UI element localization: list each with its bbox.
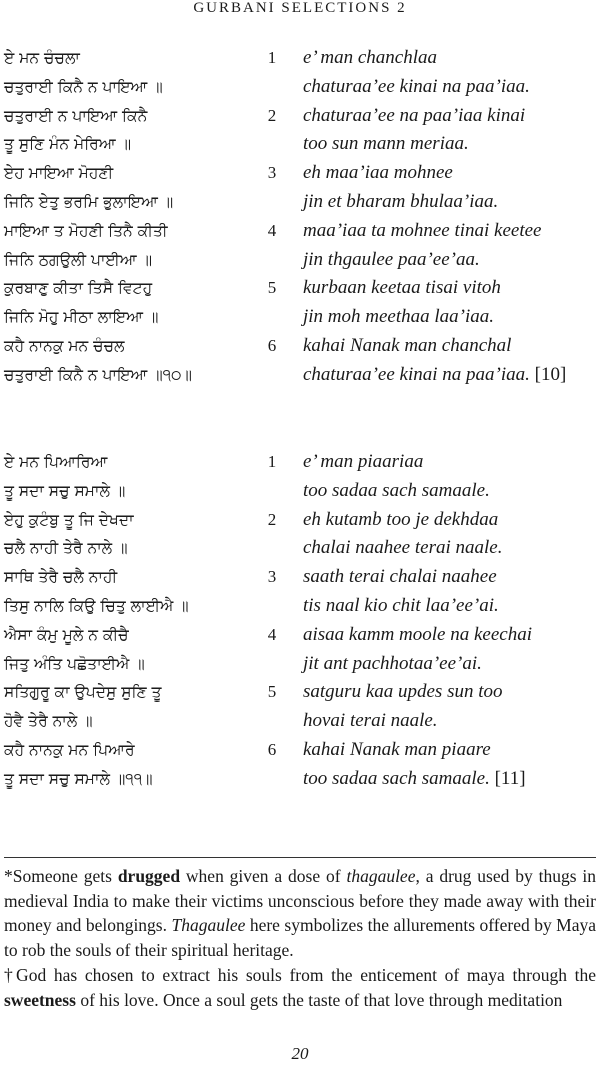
gurmukhi-text: ਚਤੁਰਾਈ ਨ ਪਾਇਆ ਕਿਨੈ [4, 106, 148, 125]
gurmukhi-text: ਏਹ ਮਾਇਆ ਮੋਹਣੀ [4, 164, 114, 183]
verse-line [0, 707, 600, 736]
verse-line [0, 246, 600, 275]
stanza [0, 448, 600, 794]
transliteration-text: kurbaan keetaa tisai vitoh [303, 277, 501, 299]
verse-line [0, 650, 600, 679]
verse-line [0, 102, 600, 131]
transliteration [303, 592, 499, 621]
gurmukhi-text: ਮਾਇਆ ਤ ਮੋਹਣੀ ਤਿਨੈ ਕੀਤੀ [4, 221, 168, 240]
transliteration [303, 73, 530, 102]
gurmukhi-text: ਤਿਸੁ ਨਾਲਿ ਕਿਉ ਚਿਤੁ ਲਾਈਐ ॥ [4, 596, 189, 615]
transliteration [303, 650, 482, 679]
verse-line [0, 506, 600, 535]
transliteration [303, 303, 494, 332]
gurmukhi-text: ਸਾਥਿ ਤੇਰੈ ਚਲੈ ਨਾਹੀ [4, 568, 118, 587]
verse-number: 1 [267, 452, 277, 471]
footnote-segment: Thagaulee [171, 915, 246, 935]
footnote-segment: sweetness [4, 989, 76, 1010]
verse-line [0, 44, 600, 73]
transliteration-text: eh maa’iaa mohnee [303, 162, 453, 184]
transliteration [303, 246, 480, 275]
transliteration-text: jin et bharam bhulaa’iaa. [303, 190, 499, 212]
transliteration-text: too sadaa sach samaale. [303, 479, 490, 501]
transliteration-text: tis naal kio chit laa’ee’ai. [303, 594, 499, 616]
gurmukhi-text: ਏ ਮਨ ਚੰਚਲਾ [4, 49, 80, 67]
transliteration [303, 563, 497, 592]
verse-line [0, 563, 600, 592]
transliteration-text: maa’iaa ta mohnee tinai keetee [303, 219, 542, 241]
transliteration-text: chaturaa’ee na paa’iaa kinai [303, 104, 526, 126]
transliteration-text: jin moh meethaa laa’iaa. [303, 306, 495, 328]
running-head: GURBANI SELECTIONS 2 [193, 0, 407, 16]
transliteration [303, 159, 453, 188]
gurmukhi-text: ਤੂ ਸੁਣਿ ਮੰਨ ਮੇਰਿਆ ॥ [4, 135, 132, 154]
transliteration [303, 736, 491, 765]
transliteration-text: eh kutamb too je dekhdaa [303, 508, 499, 530]
transliteration [303, 621, 532, 650]
transliteration [303, 217, 541, 246]
gurmukhi-text: ਜਿਤੁ ਅੰਤਿ ਪਛੋਤਾਈਐ ॥ [4, 654, 145, 673]
footnote-divider [4, 857, 596, 858]
transliteration-text: satguru kaa updes sun too [303, 681, 503, 703]
verse-number: 3 [267, 567, 277, 587]
footnote-segment: here symbolizes the allurements offered by Maya to rob the souls of their spiritual heritage. [4, 915, 597, 960]
transliteration-text: e’ man chanchlaa [303, 47, 438, 68]
footnote-segment: when given a dose of [180, 866, 347, 886]
verse-line [0, 477, 600, 506]
hymn-reference: [10] [534, 363, 567, 385]
page-number: 20 [291, 1044, 309, 1063]
transliteration [303, 448, 423, 477]
verse-number: 3 [267, 163, 277, 183]
verse-line [0, 188, 600, 217]
transliteration [303, 44, 437, 73]
footnote-segment: of his love. Once a soul gets the taste of that love through meditation [75, 989, 563, 1010]
gurmukhi-text: ਜਿਨਿ ਏਤੁ ਭਰਮਿ ਭੁਲਾਇਆ ॥ [4, 192, 174, 211]
gurmukhi-text: ਚਤੁਰਾਈ ਕਿਨੈ ਨ ਪਾਇਆ ॥੧੦॥ [4, 365, 192, 384]
gurmukhi-text: ਤੂ ਸਦਾ ਸਚੁ ਸਮਾਲੇ ॥੧੧॥ [4, 769, 153, 788]
footnote-segment: , a drug used by thugs in medieval India to make their victims unconscious before they made away with their money and belongings. [4, 866, 596, 935]
transliteration-text: hovai terai naale. [303, 710, 438, 732]
verse-line [0, 592, 600, 621]
verse-line [0, 274, 600, 303]
transliteration [303, 130, 469, 159]
verse-number: 5 [267, 278, 277, 298]
verse-line [0, 332, 600, 361]
transliteration [303, 534, 502, 563]
footnote [4, 864, 596, 962]
transliteration [303, 678, 503, 707]
transliteration [303, 188, 498, 217]
stanza [0, 44, 600, 390]
transliteration-text: kahai Nanak man piaare [303, 738, 491, 760]
gurmukhi-text: ਏਹੁ ਕੁਟੰਬੁ ਤੂ ਜਿ ਦੇਖਦਾ [4, 510, 134, 529]
gurmukhi-text: ਕਹੈ ਨਾਨਕੁ ਮਨ ਚੰਚਲ [4, 336, 125, 355]
transliteration-text: jin thgaulee paa’ee’aa. [303, 248, 480, 270]
transliteration-text: chaturaa’ee kinai na paa’iaa. [303, 363, 530, 385]
footnote-segment: †God has chosen to extract his souls from the enticement of maya through the [4, 965, 596, 985]
gurmukhi-text: ਕਹੈ ਨਾਨਕੁ ਮਨ ਪਿਆਰੇ [4, 740, 135, 759]
verse-line [0, 130, 600, 159]
verse-line [0, 736, 600, 765]
transliteration [303, 102, 525, 131]
transliteration [303, 361, 566, 390]
hymn-reference: [11] [494, 767, 526, 789]
transliteration [303, 274, 501, 303]
verse-line [0, 765, 600, 794]
footnote-segment: thagaulee [346, 866, 416, 886]
gurmukhi-text: ਤੂ ਸਦਾ ਸਚੁ ਸਮਾਲੇ ॥ [4, 481, 126, 500]
verse-number: 6 [267, 739, 277, 759]
verse-line [0, 448, 600, 477]
verse-number: 4 [267, 220, 277, 240]
gurmukhi-text: ਹੋਵੈ ਤੇਰੈ ਨਾਲੇ ॥ [4, 712, 93, 731]
transliteration-text: e’ man piaariaa [303, 451, 424, 472]
footnote-segment: drugged [117, 866, 181, 886]
transliteration [303, 332, 511, 361]
transliteration [303, 477, 490, 506]
gurmukhi-text: ਚਤੁਰਾਈ ਕਿਨੈ ਨ ਪਾਇਆ ॥ [4, 77, 163, 96]
gurmukhi-text: ਚਲੈ ਨਾਹੀ ਤੇਰੈ ਨਾਲੇ ॥ [4, 539, 128, 558]
transliteration [303, 506, 498, 535]
transliteration-text: chalai naahee terai naale. [303, 537, 503, 559]
verse-number: 2 [267, 105, 277, 125]
footnote [4, 963, 596, 1012]
gurmukhi-text: ਐਸਾ ਕੰਮੁ ਮੂਲੇ ਨ ਕੀਚੈ [4, 625, 129, 644]
gurmukhi-text: ਕੁਰਬਾਣੁ ਕੀਤਾ ਤਿਸੈ ਵਿਟਹੁ [4, 279, 153, 298]
verse-line [0, 621, 600, 650]
verse-line [0, 73, 600, 102]
footnote-segment: *Someone gets [4, 866, 118, 886]
verse-number: 6 [267, 335, 277, 355]
transliteration [303, 765, 526, 794]
transliteration [303, 707, 438, 736]
verse-line [0, 678, 600, 707]
transliteration-text: jit ant pachhotaa’ee’ai. [303, 652, 482, 674]
verse-line [0, 534, 600, 563]
transliteration-text: too sadaa sach samaale. [303, 767, 490, 789]
transliteration-text: chaturaa’ee kinai na paa’iaa. [303, 75, 530, 97]
verse-number: 4 [267, 624, 277, 644]
transliteration-text: too sun mann meriaa. [303, 133, 469, 155]
gurmukhi-text: ਜਿਨਿ ਠਗਉਲੀ ਪਾਈਆ ॥ [4, 250, 153, 269]
verse-line [0, 159, 600, 188]
verse-line [0, 303, 600, 332]
transliteration-text: saath terai chalai naahee [303, 566, 497, 588]
verse-line [0, 217, 600, 246]
verse-number: 5 [267, 682, 277, 702]
gurmukhi-text: ਸਤਿਗੁਰੂ ਕਾ ਉਪਦੇਸੁ ਸੁਣਿ ਤੂ [4, 683, 162, 702]
transliteration-text: kahai Nanak man chanchal [303, 334, 512, 356]
verse-line [0, 361, 600, 390]
transliteration-text: aisaa kamm moole na keechai [303, 623, 532, 645]
gurmukhi-text: ਏ ਮਨ ਪਿਆਰਿਆ [4, 453, 108, 471]
verse-number: 2 [267, 509, 277, 529]
verse-number: 1 [267, 48, 277, 67]
gurmukhi-text: ਜਿਨਿ ਮੋਹੁ ਮੀਠਾ ਲਾਇਆ ॥ [4, 308, 159, 327]
